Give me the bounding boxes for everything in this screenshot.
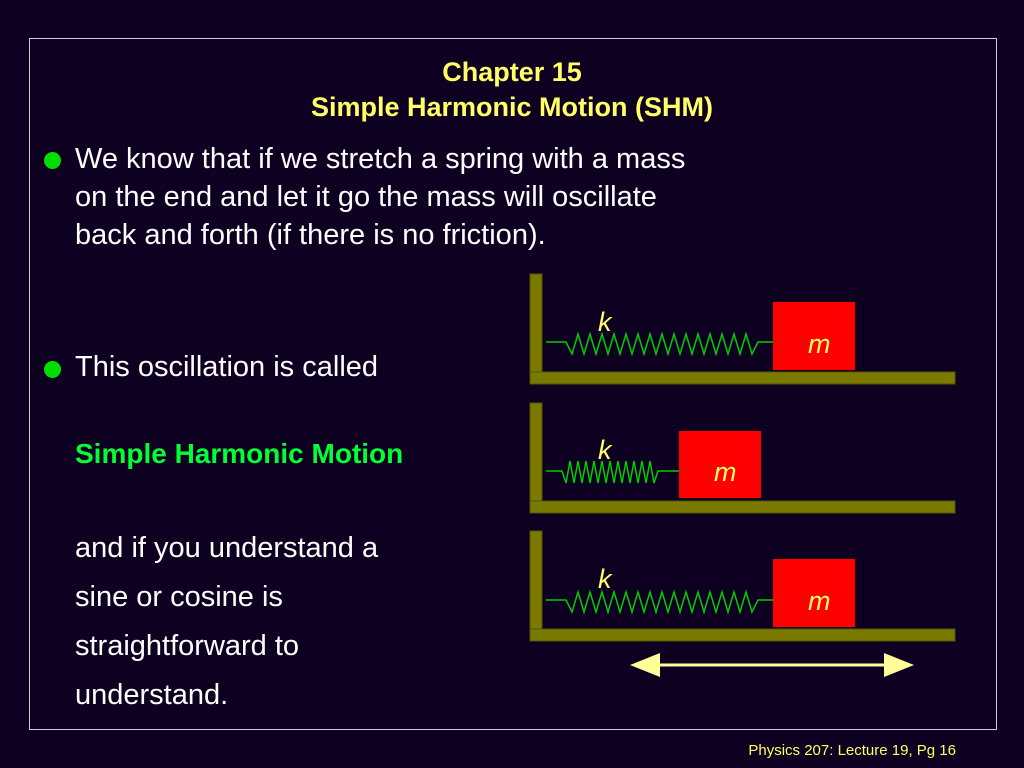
spring-2	[546, 461, 679, 483]
wall-1	[530, 274, 542, 382]
title-line-1: Chapter 15	[442, 57, 582, 87]
wall-3	[530, 531, 542, 639]
wall-2	[530, 403, 542, 511]
floor-3	[530, 629, 955, 641]
mass-label-1: m	[808, 329, 831, 359]
mass-label-3: m	[808, 586, 831, 616]
system-2	[530, 403, 955, 513]
footer-text: Physics 207: Lecture 19, Pg 16	[748, 742, 956, 759]
floor-2	[530, 501, 955, 513]
spring-label-1: k	[598, 307, 612, 337]
floor-1	[530, 372, 955, 384]
bullet-2-text: This oscillation is called	[75, 351, 379, 383]
bullet-1-line-1: We know that if we stretch a spring with a mass	[75, 143, 686, 175]
spring-label-2: k	[598, 435, 612, 465]
bullet-1-line-2: on the end and let it go the mass will oscillate	[75, 181, 657, 213]
mass-label-2: m	[714, 457, 737, 487]
title-line-2: Simple Harmonic Motion (SHM)	[310, 92, 713, 122]
continuation-line-4: understand.	[75, 679, 229, 711]
continuation-line-1: and if you understand a	[75, 532, 379, 564]
continuation-line-3: straightforward to	[75, 630, 300, 662]
system-3	[530, 531, 955, 641]
spring-label-3: k	[598, 564, 612, 594]
bullet-1-line-3: back and forth (if there is no friction).	[75, 219, 546, 251]
spring-1	[546, 334, 773, 354]
highlight-text: Simple Harmonic Motion	[75, 438, 404, 469]
spring-3	[546, 592, 773, 612]
system-1	[530, 274, 955, 384]
continuation-line-2: sine or cosine is	[75, 581, 283, 613]
